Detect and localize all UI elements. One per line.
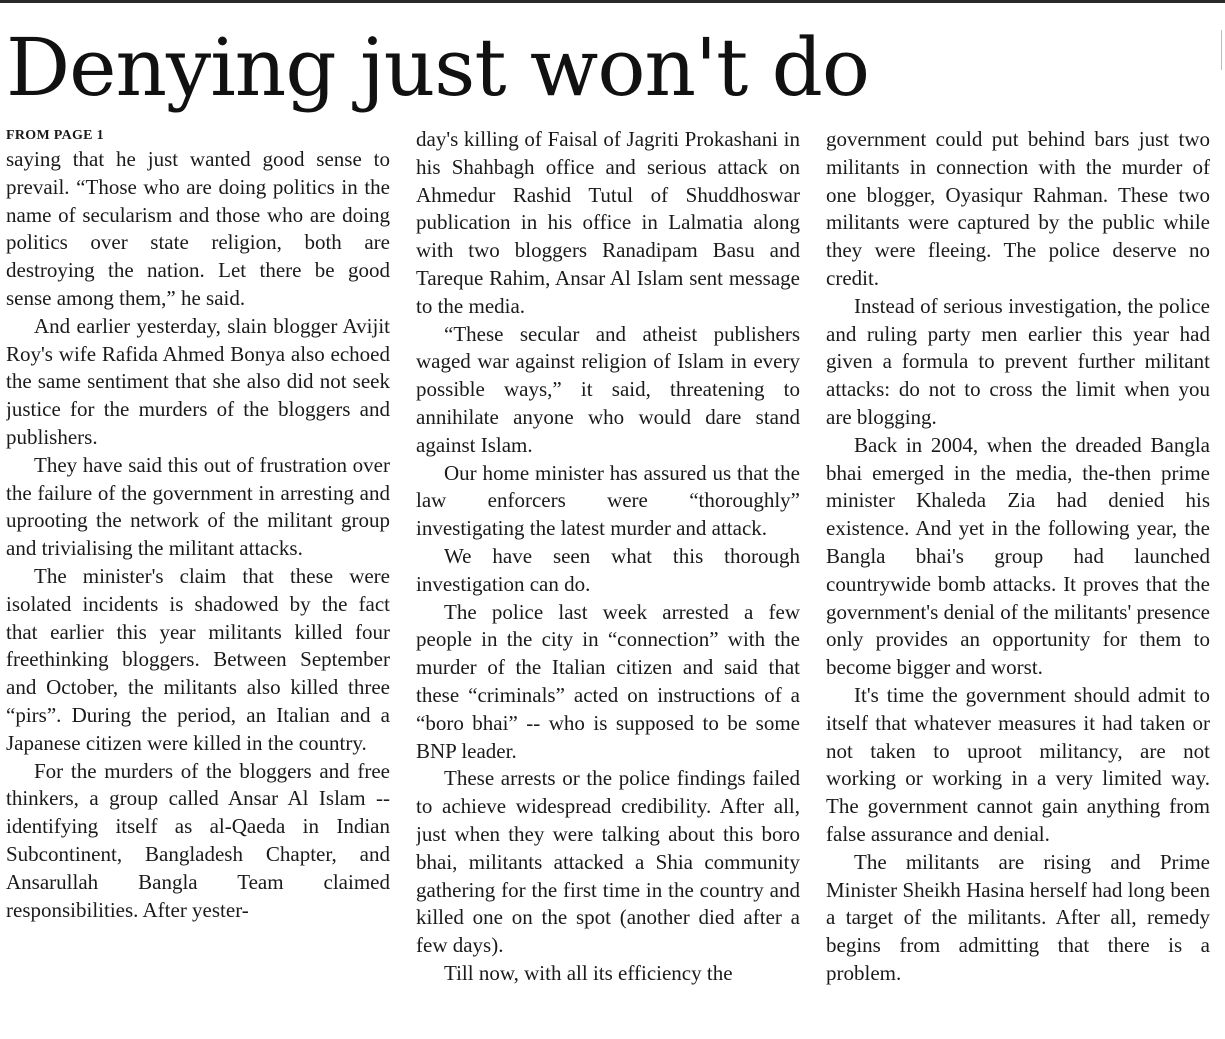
headline: Denying just won't do xyxy=(6,21,870,114)
article-column-3 xyxy=(826,126,1210,1039)
top-rule xyxy=(0,0,1225,3)
jump-kicker: FROM PAGE 1 xyxy=(6,128,104,143)
paragraph: Instead of serious investigation, the police and ruling party men earlier this year had given a formula to prevent further militant attacks: do not to cross the limit when you are blogging. xyxy=(826,293,1210,429)
paragraph: government could put behind bars just two militants in connection with the murder of one blogger, Oyasiqur Rahman. These two militants were captured by the public while they were fleeing. The police deserve no credit. xyxy=(826,127,1210,290)
paragraph: The police last week arrested a few people in the city in “connection” with the murder of the Italian citizen and said that these “criminals” acted on instructions of a “boro bhai” -- who is supposed to be some BNP leader. xyxy=(416,599,800,763)
paragraph: These arrests or the police findings failed to achieve widespread credibility. After all, just when they were talking about this boro bhai, militants attacked a Shia community gathering for the first time in the country and killed one on the spot (another died after a few days). xyxy=(416,766,800,958)
paragraph: The minister's claim that these were isolated incidents is shadowed by the fact that earlier this year militants killed four freethinking bloggers. Between September and October, the militants also killed three “pirs”. During the period, an Italian and a Japanese citizen were killed in the country. xyxy=(6,563,390,755)
column-edge-rule xyxy=(1221,30,1222,70)
paragraph: day's killing of Faisal of Jagriti Prokashani in his Shahbagh office and serious attack on Ahmedur Rashid Tutul of Shuddhoswar publication in his office in Lalmatia along with two bloggers Ranadipam Basu and Tareque Rahim, Ansar Al Islam sent message to the media. xyxy=(416,127,800,318)
paragraph: We have seen what this thorough investigation can do. xyxy=(416,543,800,596)
paragraph: And earlier yesterday, slain blogger Avijit Roy's wife Rafida Ahmed Bonya also echoed the same sentiment that she also did not seek justice for the murders of the bloggers and publishers. xyxy=(6,313,390,449)
article-column-2 xyxy=(416,126,800,1039)
article-column-1 xyxy=(6,126,390,1039)
paragraph: Till now, with all its efficiency the xyxy=(444,960,733,985)
paragraph: “These secular and atheist publishers waged war against religion of Islam in every possible ways,” it said, threatening to annihilate anyone who would dare stand against Islam. xyxy=(416,321,800,457)
paragraph: Our home minister has assured us that the law enforcers were “thoroughly” investigating the latest murder and attack. xyxy=(416,460,800,541)
paragraph: They have said this out of frustration over the failure of the government in arresting and uprooting the network of the militant group and trivialising the militant attacks. xyxy=(6,452,390,561)
paragraph: The militants are rising and Prime Minister Sheikh Hasina herself had long been a target of the militants. After all, remedy begins from admitting that there is a problem. xyxy=(826,849,1210,985)
paragraph: Back in 2004, when the dreaded Bangla bhai emerged in the media, the-then prime minister Khaleda Zia had denied his existence. And yet in the following year, the Bangla bhai's group had launched countrywide bomb attacks. It proves that the government's denial of the militants' presence only provides an opportunity for them to become bigger and worst. xyxy=(826,432,1210,680)
paragraph: saying that he just wanted good sense to prevail. “Those who are doing politics in the name of secularism and those who are doing politics over state religion, both are destroying the nation. Let there be good sense among them,” he said. xyxy=(6,147,390,310)
paragraph: For the murders of the bloggers and free thinkers, a group called Ansar Al Islam -- identifying itself as al-Qaeda in Indian Subcontinent, Bangladesh Chapter, and Ansarullah Bangla Team claimed responsibilities. After yester- xyxy=(6,758,390,922)
paragraph: It's time the government should admit to itself that whatever measures it had taken or not taken to uproot militancy, are not working or working in a very limited way. The government cannot gain anything from false assurance and denial. xyxy=(826,682,1210,846)
